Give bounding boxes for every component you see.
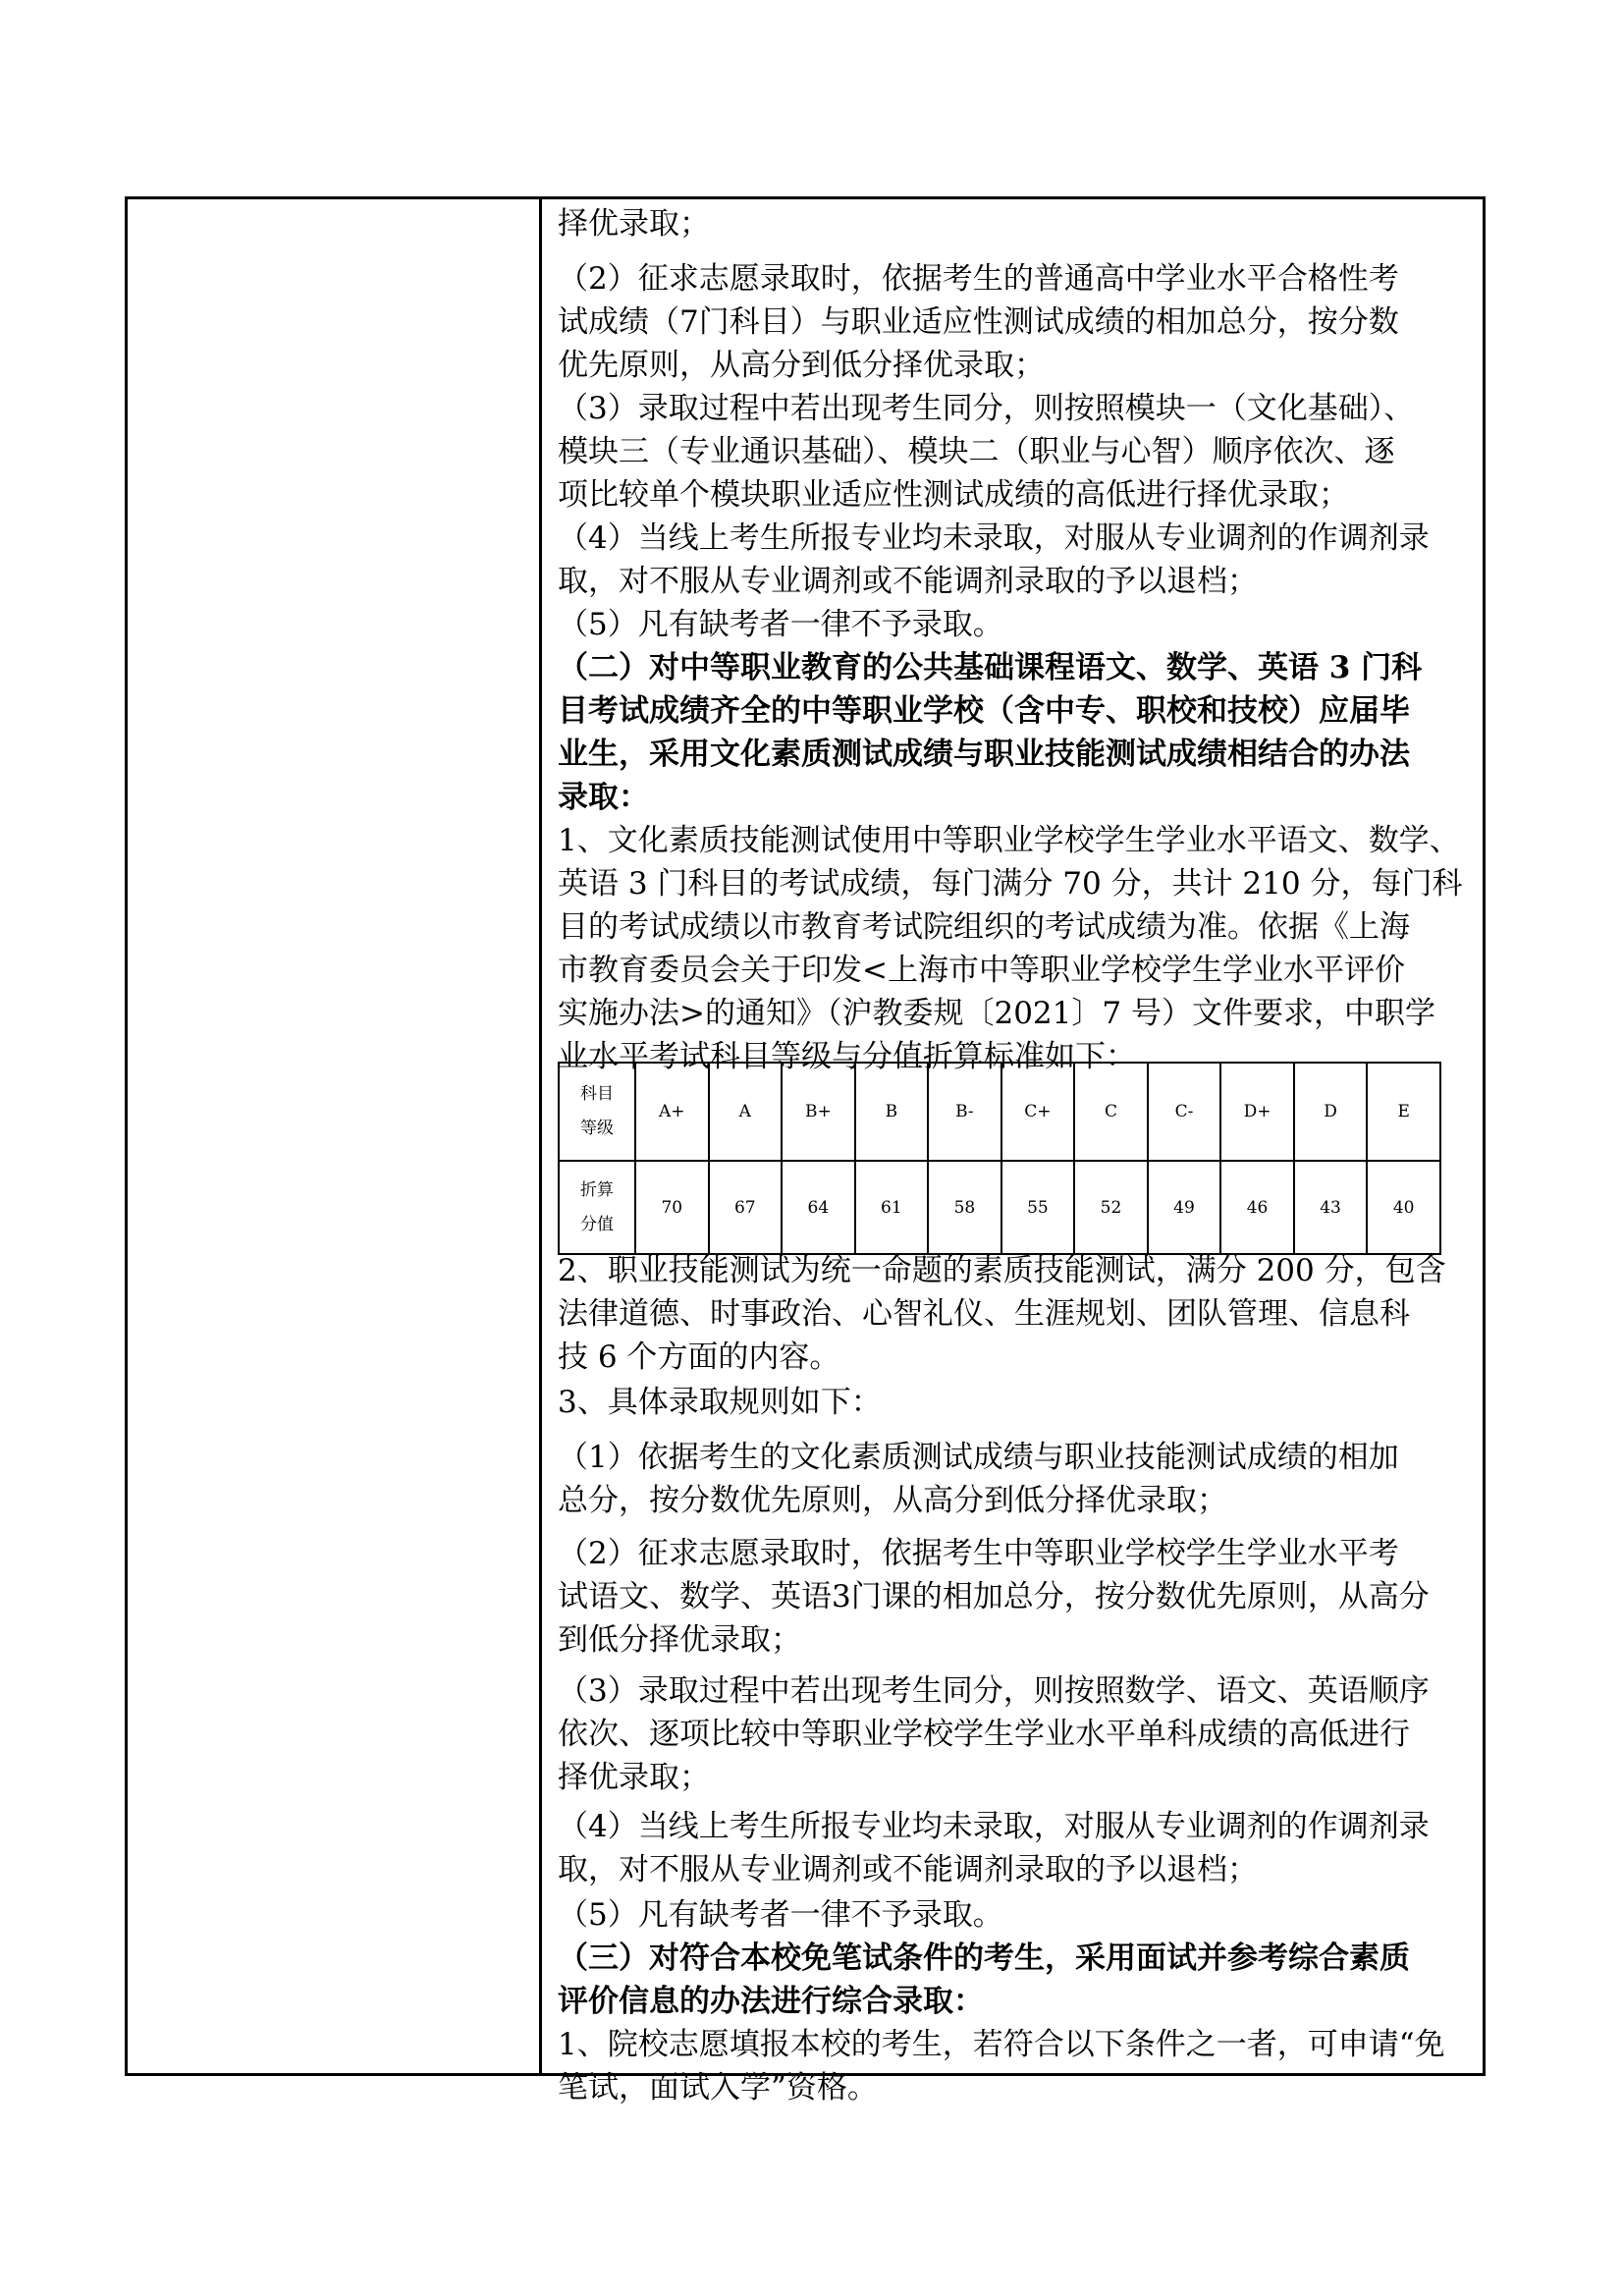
section-heading-line: 目考试成绩齐全的中等职业学校（含中专、职校和技校）应届毕	[558, 693, 1410, 729]
grade-cell: D	[1294, 1063, 1368, 1161]
text-line: 1、院校志愿填报本校的考生，若符合以下条件之一者，可申请“免	[558, 2027, 1445, 2062]
grade-header-cell: 科目 等级	[559, 1063, 635, 1161]
score-cell: 52	[1074, 1161, 1148, 1254]
grade-cell: C-	[1148, 1063, 1221, 1161]
content-column	[558, 199, 1481, 2105]
text-line: （2）征求志愿录取时，依据考生的普通高中学业水平合格性考	[558, 261, 1399, 297]
text-line: 取，对不服从专业调剂或不能调剂录取的予以退档；	[558, 1852, 1258, 1887]
score-cell: 40	[1367, 1161, 1440, 1254]
text-line: （3）录取过程中若出现考生同分，则按照数学、语文、英语顺序	[558, 1673, 1430, 1709]
text-line: 技 6 个方面的内容。	[558, 1339, 840, 1375]
grade-conversion-table	[558, 1062, 1441, 1255]
score-cell: 49	[1148, 1161, 1221, 1254]
grade-cell: D+	[1220, 1063, 1294, 1161]
grade-cell: E	[1367, 1063, 1440, 1161]
section-heading-line: 录取：	[558, 780, 649, 815]
score-cell: 55	[1001, 1161, 1075, 1254]
score-cell: 70	[635, 1161, 709, 1254]
text-line: 2、职业技能测试为统一命题的素质技能测试，满分 200 分，包含	[558, 1253, 1446, 1288]
text-line: 优先原则，从高分到低分择优录取；	[558, 348, 1045, 383]
main-table-frame	[125, 196, 1486, 2105]
text-line: 项比较单个模块职业适应性测试成绩的高低进行择优录取；	[558, 477, 1349, 513]
grade-cell: B-	[928, 1063, 1001, 1161]
score-row	[559, 1161, 1440, 1254]
score-header-cell: 折算 分值	[559, 1161, 635, 1254]
score-cell: 61	[855, 1161, 929, 1254]
grade-cell: B	[855, 1063, 929, 1161]
text-line: 试语文、数学、英语3门课的相加总分，按分数优先原则，从高分	[558, 1579, 1430, 1614]
text-line: （5）凡有缺考者一律不予录取。	[558, 1897, 1003, 1933]
text-line: 笔试，面试入学”资格。	[558, 2070, 878, 2105]
text-line: （2）征求志愿录取时，依据考生中等职业学校学生学业水平考	[558, 1536, 1399, 1571]
grade-cell: A	[709, 1063, 783, 1161]
text-line: 择优录取；	[558, 206, 710, 242]
text-line: （5）凡有缺考者一律不予录取。	[558, 607, 1003, 642]
grade-row	[559, 1063, 1440, 1161]
text-line: 依次、逐项比较中等职业学校学生学业水平单科成绩的高低进行	[558, 1717, 1410, 1752]
grade-cell: A+	[635, 1063, 709, 1161]
text-line: 3、具体录取规则如下：	[558, 1385, 882, 1420]
text-line: 总分，按分数优先原则，从高分到低分择优录取；	[558, 1483, 1227, 1518]
left-label-column	[128, 199, 542, 2073]
text-line: 实施办法>的通知》（沪教委规〔2021〕7 号）文件要求，中职学	[558, 996, 1435, 1031]
text-line: 英语 3 门科目的考试成绩，每门满分 70 分，共计 210 分，每门科	[558, 866, 1463, 902]
section-heading-line: 业生，采用文化素质测试成绩与职业技能测试成绩相结合的办法	[558, 737, 1410, 772]
grade-cell: C+	[1001, 1063, 1075, 1161]
text-line: 取，对不服从专业调剂或不能调剂录取的予以退档；	[558, 564, 1258, 599]
section-heading-line: （三）对符合本校免笔试条件的考生，采用面试并参考综合素质	[558, 1941, 1410, 1976]
section-heading-line: 评价信息的办法进行综合录取：	[558, 1984, 984, 2019]
score-cell: 67	[709, 1161, 783, 1254]
section-heading-line: （二）对中等职业教育的公共基础课程语文、数学、英语 3 门科	[558, 650, 1423, 685]
score-cell: 43	[1294, 1161, 1368, 1254]
text-line: （4）当线上考生所报专业均未录取，对服从专业调剂的作调剂录	[558, 1809, 1430, 1844]
grade-cell: C	[1074, 1063, 1148, 1161]
score-cell: 46	[1220, 1161, 1294, 1254]
text-line: 市教育委员会关于印发<上海市中等职业学校学生学业水平评价	[558, 953, 1405, 988]
text-line: 目的考试成绩以市教育考试院组织的考试成绩为准。依据《上海	[558, 909, 1410, 945]
text-line: 到低分择优录取；	[558, 1622, 801, 1658]
text-line: 模块三（专业通识基础）、模块二（职业与心智）顺序依次、逐	[558, 434, 1395, 469]
grade-cell: B+	[782, 1063, 855, 1161]
text-line: （1）依据考生的文化素质测试成绩与职业技能测试成绩的相加	[558, 1440, 1399, 1475]
text-line: 法律道德、时事政治、心智礼仪、生涯规划、团队管理、信息科	[558, 1296, 1410, 1332]
text-line: （3）录取过程中若出现考生同分，则按照模块一（文化基础）、	[558, 391, 1415, 426]
text-line: 业水平考试科目等级与分值折算标准如下：	[558, 1039, 1136, 1074]
score-cell: 64	[782, 1161, 855, 1254]
text-line: 试成绩（7门科目）与职业适应性测试成绩的相加总分，按分数	[558, 304, 1399, 340]
text-line: 择优录取；	[558, 1760, 710, 1795]
text-line: （4）当线上考生所报专业均未录取，对服从专业调剂的作调剂录	[558, 520, 1430, 556]
text-line: 1、文化素质技能测试使用中等职业学校学生学业水平语文、数学、	[558, 823, 1460, 858]
score-cell: 58	[928, 1161, 1001, 1254]
